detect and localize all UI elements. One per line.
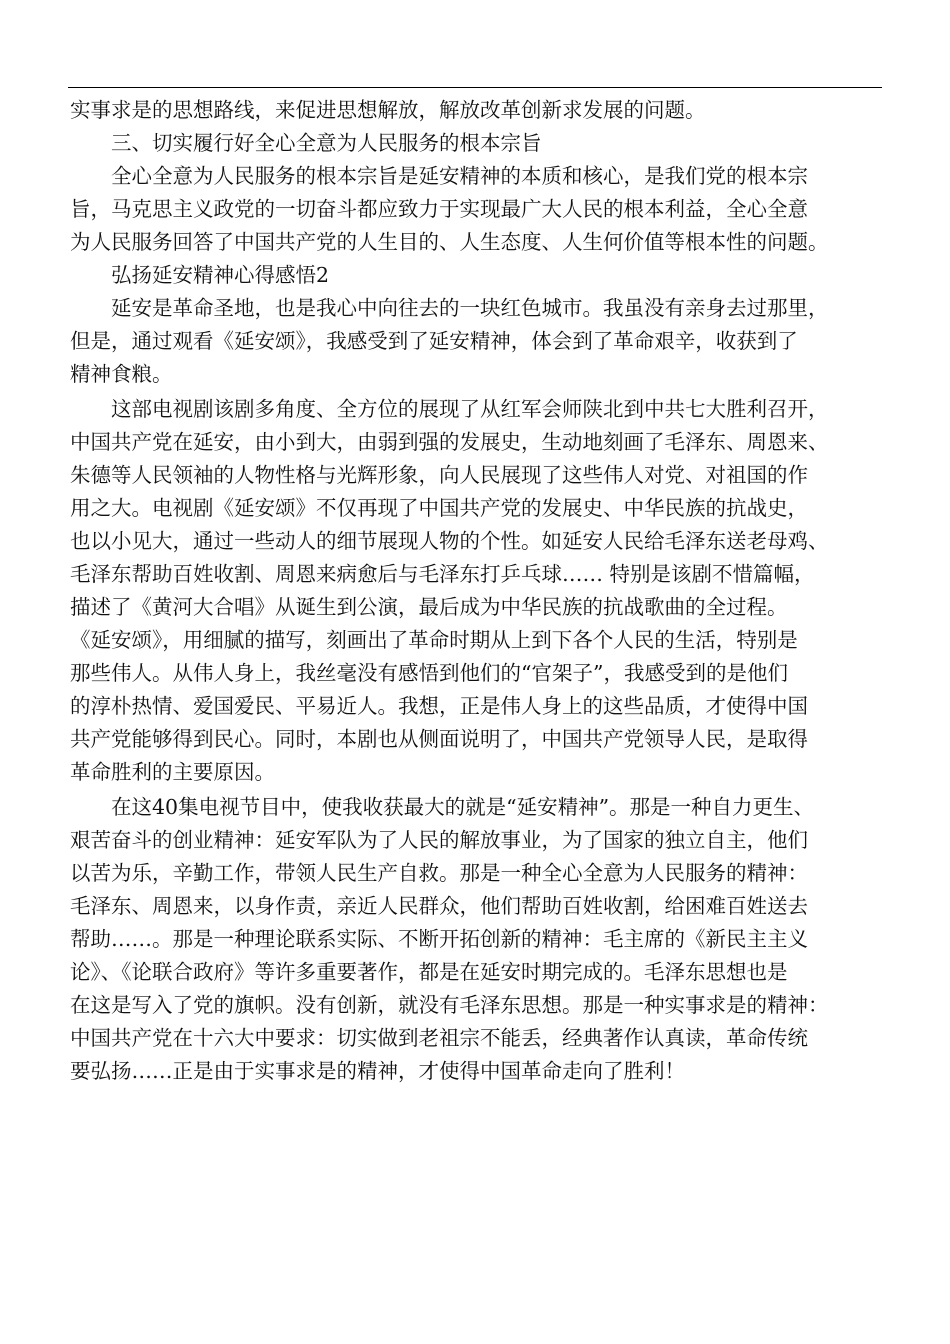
text-line: 论》、《论联合政府》等许多重要著作，都是在延安时期完成的。毛泽东思想也是 [70,960,788,984]
text-line: 朱德等人民领袖的人物性格与光辉形象，向人民展现了这些伟人对党、对祖国的作 [70,463,808,487]
text-line: 这部电视剧该剧多角度、全方位的展现了从红军会师陕北到中共七大胜利召开， [70,397,829,421]
text-line: 也以小见大，通过一些动人的细节展现人物的个性。如延安人民给毛泽东送老母鸡、 [70,529,829,553]
text-line: 中国共产党在十六大中要求：切实做到老祖宗不能丢，经典著作认真读，革命传统 [70,1026,808,1050]
text-line: 中国共产党在延安，由小到大，由弱到强的发展史，生动地刻画了毛泽东、周恩来、 [70,430,829,454]
section-heading: 三、切实履行好全心全意为人民服务的根本宗旨 [70,131,542,155]
text-line: 帮助……。那是一种理论联系实际、不断开拓创新的精神：毛主席的《新民主主义 [70,927,808,951]
text-line: 以苦为乐，辛勤工作，带领人民生产自救。那是一种全心全意为人民服务的精神： [70,861,808,885]
document-body [70,94,882,1088]
text-line: 旨，马克思主义政党的一切奋斗都应致力于实现最广大人民的根本利益，全心全意 [70,197,808,221]
text-line: 要弘扬……正是由于实事求是的精神，才使得中国革命走向了胜利！ [70,1059,685,1083]
text-line: 共产党能够得到民心。同时，本剧也从侧面说明了，中国共产党领导人民，是取得 [70,727,808,751]
text-line: 延安是革命圣地，也是我心中向往去的一块红色城市。我虽没有亲身去过那里， [70,296,829,320]
article-title: 弘扬延安精神心得感悟2 [70,263,330,287]
text-line: 艰苦奋斗的创业精神：延安军队为了人民的解放事业，为了国家的独立自主，他们 [70,828,808,852]
text-line: 为人民服务回答了中国共产党的人生目的、人生态度、人生何价值等根本性的问题。 [70,230,829,254]
text-line: 革命胜利的主要原因。 [70,760,275,784]
text-line: 在这40集电视节目中，使我收获最大的就是“延安精神”。那是一种自力更生、 [70,795,815,819]
text-line: 但是，通过观看《延安颂》，我感受到了延安精神，体会到了革命艰辛，收获到了 [70,329,798,353]
text-line: 在这是写入了党的旗帜。没有创新，就没有毛泽东思想。那是一种实事求是的精神： [70,993,829,1017]
text-line: 的淳朴热情、爱国爱民、平易近人。我想，正是伟人身上的这些品质，才使得中国 [70,694,808,718]
text-line: 毛泽东帮助百姓收割、周恩来病愈后与毛泽东打乒乓球…… 特别是该剧不惜篇幅， [70,562,815,586]
text-line: 那些伟人。从伟人身上，我丝毫没有感悟到他们的“官架子”，我感受到的是他们 [70,661,788,685]
header-rule [68,87,882,88]
text-line: 《延安颂》，用细腻的描写，刻画出了革命时期从上到下各个人民的生活，特别是 [70,628,798,652]
text-line: 用之大。电视剧《延安颂》不仅再现了中国共产党的发展史、中华民族的抗战史， [70,496,808,520]
text-line: 全心全意为人民服务的根本宗旨是延安精神的本质和核心，是我们党的根本宗 [70,164,808,188]
text-line: 毛泽东、周恩来，以身作责，亲近人民群众，他们帮助百姓收割，给困难百姓送去 [70,894,808,918]
text-line: 描述了《黄河大合唱》从诞生到公演，最后成为中华民族的抗战歌曲的全过程。 [70,595,788,619]
text-line: 精神食粮。 [70,362,173,386]
text-line: 实事求是的思想路线，来促进思想解放，解放改革创新求发展的问题。 [70,98,706,122]
